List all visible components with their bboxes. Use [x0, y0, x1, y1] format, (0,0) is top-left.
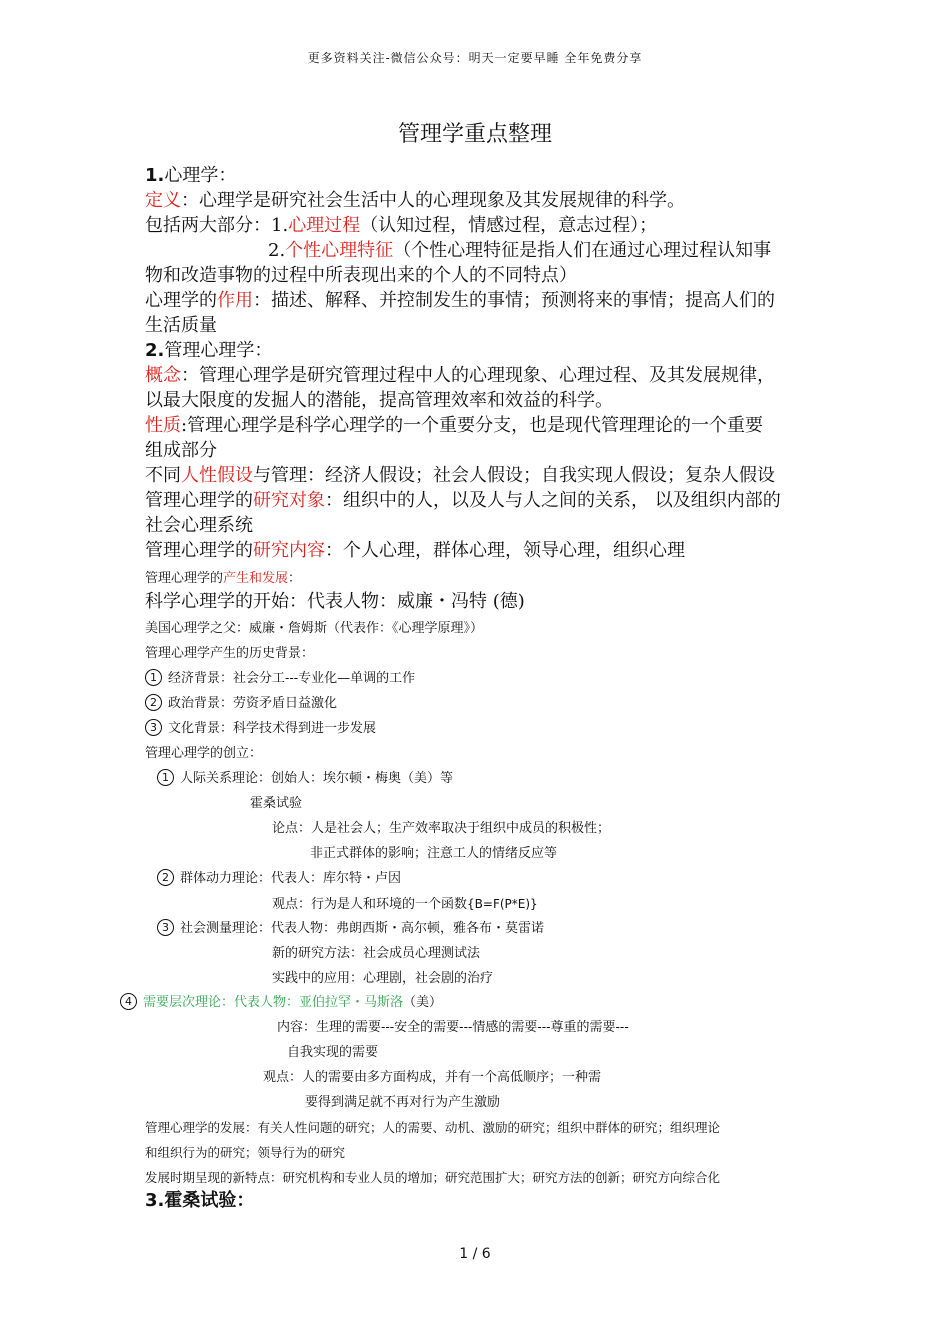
definition-line: [145, 188, 685, 213]
part2-num: 2.: [268, 240, 286, 261]
content-line: [145, 538, 685, 563]
section-heading-text: 心理学：: [164, 165, 237, 186]
section-3-heading: [145, 1188, 254, 1213]
content-prefix: 管理心理学的: [145, 540, 253, 561]
dev-heading-line: [145, 569, 301, 589]
theory-4-content: 内容：生理的需要---安全的需要---情感的需要---尊重的需要---: [277, 1020, 629, 1035]
section-1-heading: [145, 163, 236, 188]
background-item: [145, 719, 376, 739]
hyp-prefix: 不同: [145, 465, 181, 486]
part2-text: （个性心理特征是指人们在通过心理过程认知事: [393, 240, 772, 261]
theory-3-method: 新的研究方法：社会成员心理测试法: [272, 946, 481, 961]
content-term: 研究内容: [253, 540, 325, 561]
background-heading: 管理心理学产生的历史背景：: [145, 646, 315, 661]
role-line-cont: 生活质量: [145, 315, 217, 336]
dev-colon: ：: [288, 571, 302, 586]
theory-3-head: [157, 919, 544, 939]
section-heading-text: 管理心理学：: [164, 340, 273, 361]
concept-text: ：管理心理学是研究管理过程中人的心理现象、心理过程、及其发展规律，: [181, 365, 775, 386]
parts-prefix: 包括两大部分：1.: [145, 215, 289, 236]
circled-number: 3: [145, 719, 162, 736]
circled-number: 4: [120, 993, 137, 1010]
role-term: 作用: [217, 290, 253, 311]
theory-4-view-cont: 要得到满足就不再对行为产生激励: [305, 1095, 501, 1110]
development-line: 管理心理学的发展：有关人性问题的研究；人的需要、动机、激励的研究；组织中群体的研究；组织理论: [145, 1120, 721, 1135]
definition-text: ：心理学是研究社会生活中人的心理现象及其发展规律的科学。: [181, 190, 685, 211]
section-num: 3.: [145, 1190, 165, 1211]
nature-text: :管理心理学是科学心理学的一个重要分支，也是现代管理理论的一个重要: [181, 415, 764, 436]
role-text: ：描述、解释、并控制发生的事情；预测将来的事情；提高人们的: [253, 290, 775, 311]
theory-4-nationality: （美）: [403, 995, 443, 1010]
obj-text: ：组织中的人，以及人与人之间的关系， 以及组织内部的: [325, 490, 781, 511]
object-line-cont: 社会心理系统: [145, 515, 253, 536]
dev-prefix: 管理心理学的: [145, 571, 224, 586]
hypothesis-line: [145, 463, 775, 488]
theory-text: 社会测量理论：代表人物：弗朗西斯・高尔顿，雅各布・莫雷诺: [180, 921, 545, 936]
section-2-heading: [145, 338, 272, 363]
part2-line: [268, 238, 771, 263]
theory-1-head: [157, 769, 453, 789]
theory-4-view: 观点：人的需要由多方面构成，并有一个高低顺序；一种需: [263, 1070, 602, 1085]
part2-term: 个性心理特征: [285, 240, 394, 261]
nature-label: 性质: [145, 415, 181, 436]
circled-number: 1: [145, 669, 162, 686]
obj-prefix: 管理心理学的: [145, 490, 253, 511]
part2-line-cont: 物和改造事物的过程中所表现出来的个人的不同特点）: [145, 265, 577, 286]
content-text: ：个人心理，群体心理，领导心理，组织心理: [325, 540, 685, 561]
theory-1-experiment: 霍桑试验: [250, 796, 303, 811]
theory-text: 人际关系理论：创始人：埃尔顿・梅奥（美）等: [180, 771, 454, 786]
role-prefix: 心理学的: [145, 290, 217, 311]
theory-text: 群体动力理论：代表人：库尔特・卢因: [180, 871, 402, 886]
start-line: 科学心理学的开始：代表人物：威廉・冯特 (德): [145, 591, 525, 612]
object-line: [145, 488, 781, 513]
parts-line: [145, 213, 657, 238]
founding-heading: 管理心理学的创立：: [145, 746, 263, 761]
formula: {B=F(P*E)}: [467, 897, 538, 911]
obj-term: 研究对象: [253, 490, 325, 511]
theory-3-apply: 实践中的应用：心理剧，社会剧的治疗: [272, 971, 494, 986]
nature-line: [145, 413, 763, 438]
background-item-text: 经济背景：社会分工---专业化—单调的工作: [168, 671, 416, 686]
circled-number: 2: [145, 694, 162, 711]
hyp-text: 与管理：经济人假设；社会人假设；自我实现人假设；复杂人假设: [253, 465, 775, 486]
dev-term: 产生和发展: [223, 571, 289, 586]
background-item-text: 文化背景：科学技术得到进一步发展: [168, 721, 377, 736]
background-item: [145, 669, 415, 689]
page-number: 1 / 6: [459, 1246, 491, 1262]
part1-text: （认知过程，情感过程，意志过程）；: [360, 215, 658, 236]
theory-4-content-cont: 自我实现的需要: [287, 1045, 379, 1060]
hyp-term: 人性假设: [181, 465, 253, 486]
role-line: [145, 288, 775, 313]
james-line: 美国心理学之父：威廉・詹姆斯（代表作：《心理学原理》）: [145, 621, 484, 636]
theory-text: 需要层次理论：代表人物：亚伯拉罕・马斯洛: [143, 995, 404, 1010]
page-header: 更多资料关注-微信公众号：明天一定要早睡 全年免费分享: [307, 51, 643, 65]
concept-line: [145, 363, 775, 388]
theory-1-point: 论点：人是社会人；生产效率取决于组织中成员的积极性；: [272, 821, 611, 836]
development-line-cont: 和组织行为的研究；领导行为的研究: [145, 1145, 346, 1160]
view-text: 观点：行为是人和环境的一个函数: [272, 897, 468, 912]
theory-2-head: [157, 869, 401, 889]
section-num: 2.: [145, 340, 165, 361]
theory-1-point-cont: 非正式群体的影响；注意工人的情绪反应等: [310, 846, 558, 861]
page-title: 管理学重点整理: [397, 122, 552, 147]
part1-term: 心理过程: [288, 215, 361, 236]
theory-2-view: [272, 894, 538, 915]
new-features-line: 发展时期呈现的新特点：研究机构和专业人员的增加；研究范围扩大；研究方法的创新；研究方向综合化: [145, 1170, 721, 1185]
circled-number: 2: [157, 869, 174, 886]
background-item-text: 政治背景：劳资矛盾日益激化: [168, 696, 338, 711]
definition-label: 定义: [145, 190, 181, 211]
nature-line-cont: 组成部分: [145, 440, 217, 461]
circled-number: 1: [157, 769, 174, 786]
background-item: [145, 694, 337, 714]
concept-line-cont: 以最大限度的发掘人的潜能，提高管理效率和效益的科学。: [145, 390, 613, 411]
section-heading-text: 霍桑试验：: [164, 1190, 255, 1211]
concept-label: 概念: [145, 365, 181, 386]
theory-4-head: [120, 993, 442, 1013]
circled-number: 3: [157, 919, 174, 936]
section-num: 1.: [145, 165, 165, 186]
